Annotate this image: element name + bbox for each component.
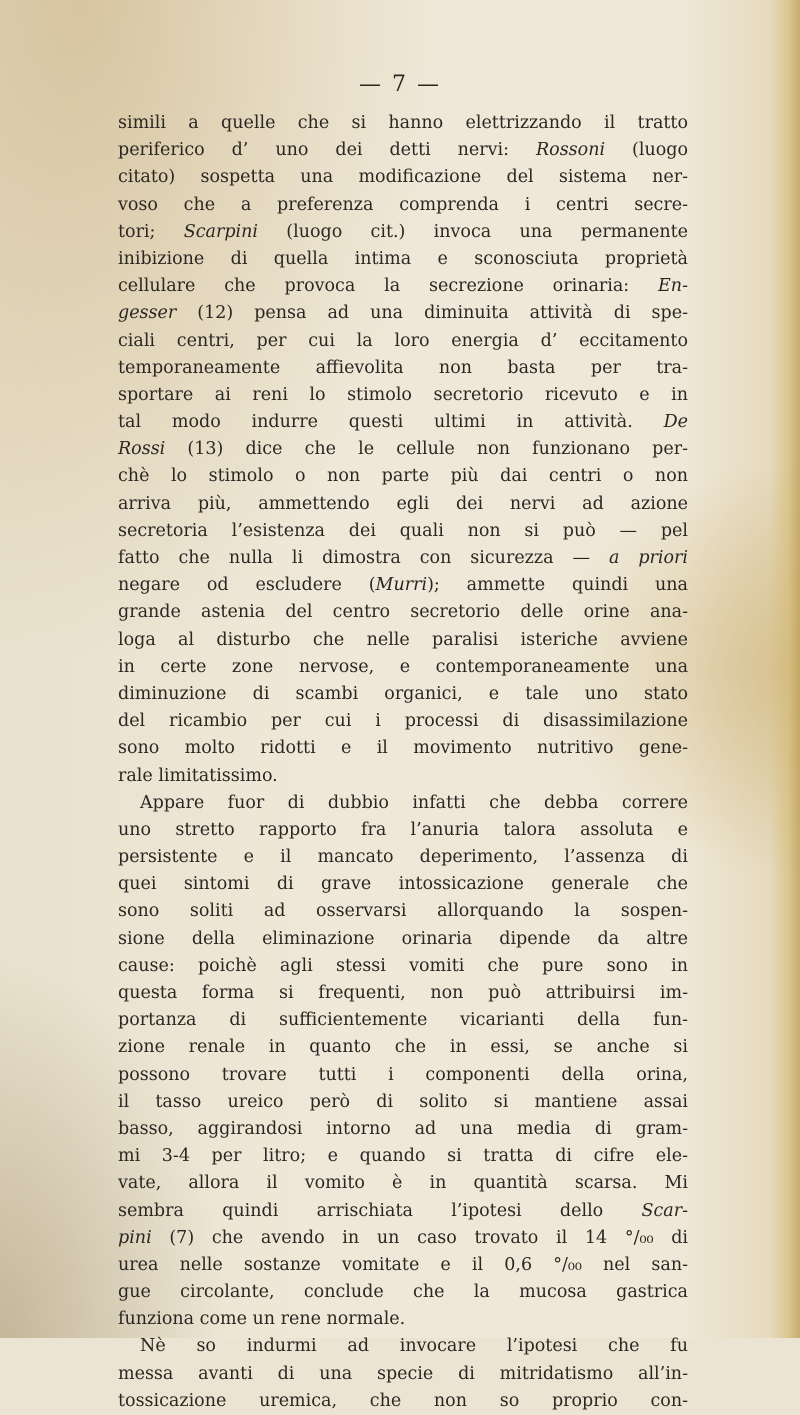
cited-author: a priori (608, 548, 688, 568)
text-line: sione della eliminazione orinaria dipende da altre (118, 928, 688, 949)
text-line: rale limitatissimo. (118, 765, 278, 786)
text-line: vate, allora il vomito è in quantità scarsa. Mi (118, 1173, 688, 1194)
text-line: fatto che nulla li dimostra con sicurezza — a priori (118, 548, 688, 568)
cited-author: En- (658, 276, 688, 297)
text-line: loga al disturbo che nelle paralisi isteriche avviene (118, 629, 688, 650)
text-line: simili a quelle che si hanno elettrizzando il tratto (118, 113, 688, 133)
text-line: secretoria l’esistenza dei quali non si può — pel (118, 520, 688, 541)
text-line: urea nelle sostanze vomitate e il 0,6 °/₀₀ nel san- (118, 1254, 688, 1275)
text-line: Nè so indurmi ad invocare l’ipotesi che fu (140, 1336, 688, 1357)
text-line: tori; Scarpini (luogo cit.) invoca una permanente (118, 221, 689, 242)
cited-author: Rossi (118, 439, 166, 460)
body-text (118, 110, 688, 1415)
cited-author: pini (118, 1227, 152, 1248)
text-line: uno stretto rapporto fra l’anuria talora assoluta e (118, 819, 688, 840)
text-line: portanza di sufficientemente vicarianti della fun- (118, 1010, 688, 1031)
page-number: — 7 — (359, 72, 441, 97)
text-line: quei sintomi di grave intossicazione generale che (118, 874, 688, 895)
text-line: diminuzione di scambi organici, e tale uno stato (118, 683, 688, 704)
text-line: chè lo stimolo o non parte più dai centri o non (118, 466, 688, 487)
text-line: mi 3-4 per litro; e quando si tratta di cifre ele- (118, 1146, 688, 1167)
text-line: Appare fuor di dubbio infatti che debba correre (140, 792, 688, 813)
cited-author: Scarpini (183, 221, 258, 242)
text-line: basso, aggirandosi intorno ad una media di gram- (118, 1118, 688, 1139)
text-line: tossicazione uremica, che non so proprio con- (118, 1390, 688, 1411)
text-line: negare od escludere (Murri); ammette quindi una (118, 575, 688, 596)
text-line: in certe zone nervose, e contemporaneamente una (118, 656, 688, 677)
text-line: messa avanti di una specie di mitridatismo all’in- (118, 1363, 688, 1384)
text-line: temporaneamente affievolita non basta per tra- (118, 357, 688, 378)
text-line: ciali centri, per cui la loro energia d’ eccitamento (118, 330, 688, 351)
text-line: cause: poichè agli stessi vomiti che pure sono in (118, 955, 688, 976)
text-line: possono trovare tutti i componenti della orina, (118, 1064, 688, 1085)
text-line: arriva più, ammettendo egli dei nervi ad azione (118, 493, 688, 514)
text-line: funziona come un rene normale. (118, 1309, 406, 1330)
text-line: sportare ai reni lo stimolo secretorio ricevuto e in (118, 384, 688, 405)
text-line: tal modo indurre questi ultimi in attività. De (118, 412, 688, 433)
cited-author: Murri (375, 575, 428, 596)
text-line: citato) sospetta una modificazione del sistema ner- (118, 167, 688, 188)
text-line: gesser (12) pensa ad una diminuita attività di spe- (118, 303, 688, 324)
text-line: zione renale in quanto che in essi, se anche si (118, 1037, 688, 1058)
text-line: cellulare che provoca la secrezione orinaria: En- (118, 276, 688, 297)
cited-author: Rossoni (535, 140, 606, 161)
text-line: inibizione di quella intima e sconosciuta proprietà (118, 248, 688, 269)
text-line: Rossi (13) dice che le cellule non funzionano per- (118, 439, 688, 460)
text-line: questa forma si frequenti, non può attribuirsi im- (118, 983, 688, 1003)
text-line: gue circolante, conclude che la mucosa gastrica (118, 1282, 688, 1303)
text-line: sono soliti ad osservarsi allorquando la sospen- (118, 901, 688, 922)
text-line: persistente e il mancato deperimento, l’assenza di (118, 847, 688, 868)
text-line: grande astenia del centro secretorio delle orine ana- (118, 602, 688, 623)
text-line: voso che a preferenza comprenda i centri secre- (118, 194, 688, 215)
text-line: sono molto ridotti e il movimento nutritivo gene- (118, 738, 688, 759)
page-edge-shadow (770, 0, 800, 1338)
cited-author: Scar- (641, 1200, 688, 1221)
text-line: sembra quindi arrischiata l’ipotesi dello Scar- (118, 1200, 688, 1221)
text-line: pini (7) che avendo in un caso trovato il 14 °/₀₀ di (118, 1227, 688, 1248)
cited-author: gesser (118, 303, 177, 324)
text-line: del ricambio per cui i processi di disassimilazione (118, 711, 688, 732)
cited-author: De (663, 412, 688, 433)
text-line: il tasso ureico però di solito si mantiene assai (118, 1091, 688, 1112)
text-line: periferico d’ uno dei detti nervi: Rossoni (luogo (118, 140, 688, 161)
